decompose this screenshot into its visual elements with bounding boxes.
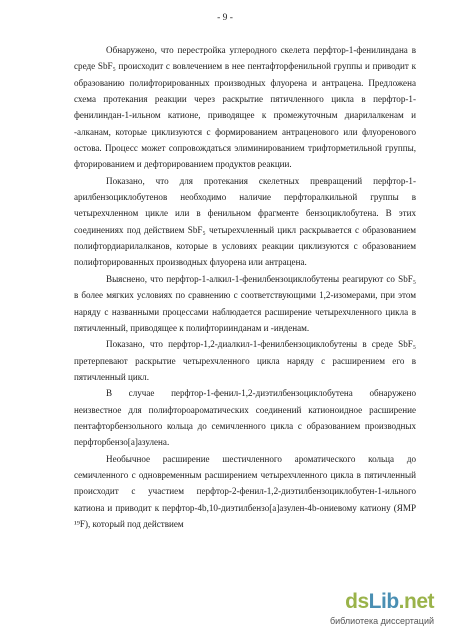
watermark (300, 588, 442, 632)
watermark-logo-lib: Lib (368, 590, 399, 613)
paragraph: Необычное расширение шестичленного ароматического кольца до семичленного с одновременным расширением четырехчленного цикла в пятичленный происходит с участием перфтор-2-фенил-1,2-диэтилбензоциклобутен-1-ильного катиона и приводит к перфтор-4b,10-диэтилбензо[a]азулен-4b-ониевому катиону (ЯМР ¹⁹F), который под действием (74, 453, 416, 529)
body-text (74, 42, 416, 532)
watermark-caption: библиотека диссертаций (329, 616, 434, 626)
watermark-logo-ds: ds (345, 590, 369, 613)
paragraph: В случае перфтор-1-фенил-1,2-диэтилбензоциклобутена обнаружено неизвестное для полифтороароматических соединений катионоидное расширение пентафторбензольного кольца до семичленного цикла с образованием производных перфторбензо[a]азулена. (74, 388, 416, 448)
watermark-logo-net: .net (398, 590, 434, 613)
paragraph: Обнаружено, что перестройка углеродного скелета перфтор-1-фенилиндана в среде SbF₅ происходит с вовлечением в нее пентафторфенильной группы и приводит к образованию полифторированных производных флуорена и антрацена. Предложена схема протекания реакции через раскрытие пятичленного цикла в перфтор-1-фенилиндан-1-ильном катионе, приводящее к промежуточным диарилалкенам и -алканам, которые циклизуются с формированием антраценового или флуоренового остова. Процесс может сопровождаться элиминированием трифторметильной группы, фторированием и дефторированием продуктов реакции. (74, 45, 416, 170)
paragraph: Показано, что для протекания скелетных превращений перфтор-1-арилбензоциклобутенов необходимо наличие перфторалкильной группы в четырехчленном цикле или в фенильном фрагменте бензоциклобутена. В этих соединениях под действием SbF₅ четырехчленный цикл раскрывается с образованием полифтордиарилалканов, которые в условиях реакции циклизуются с образованием полифторированных производных флуорена или антрацена. (74, 175, 416, 268)
paragraph: Выяснено, что перфтор-1-алкил-1-фенилбензоциклобутены реагируют со SbF₅ в более мягких условиях по сравнению с соответствующими 1,2-изомерами, при этом наряду с названными процессами наблюдается расширение четырехчленного цикла в пятичленный, приводящее к полифториинданам и -инденам. (74, 273, 416, 333)
watermark-logo (345, 590, 434, 614)
paragraph: Показано, что перфтор-1,2-диалкил-1-фенилбензоциклобутены в среде SbF₅ претерпевают раскрытие четырехчленного цикла наряду с расширением его в пятичленный цикл. (74, 339, 416, 382)
page-number: - 9 - (217, 13, 233, 23)
